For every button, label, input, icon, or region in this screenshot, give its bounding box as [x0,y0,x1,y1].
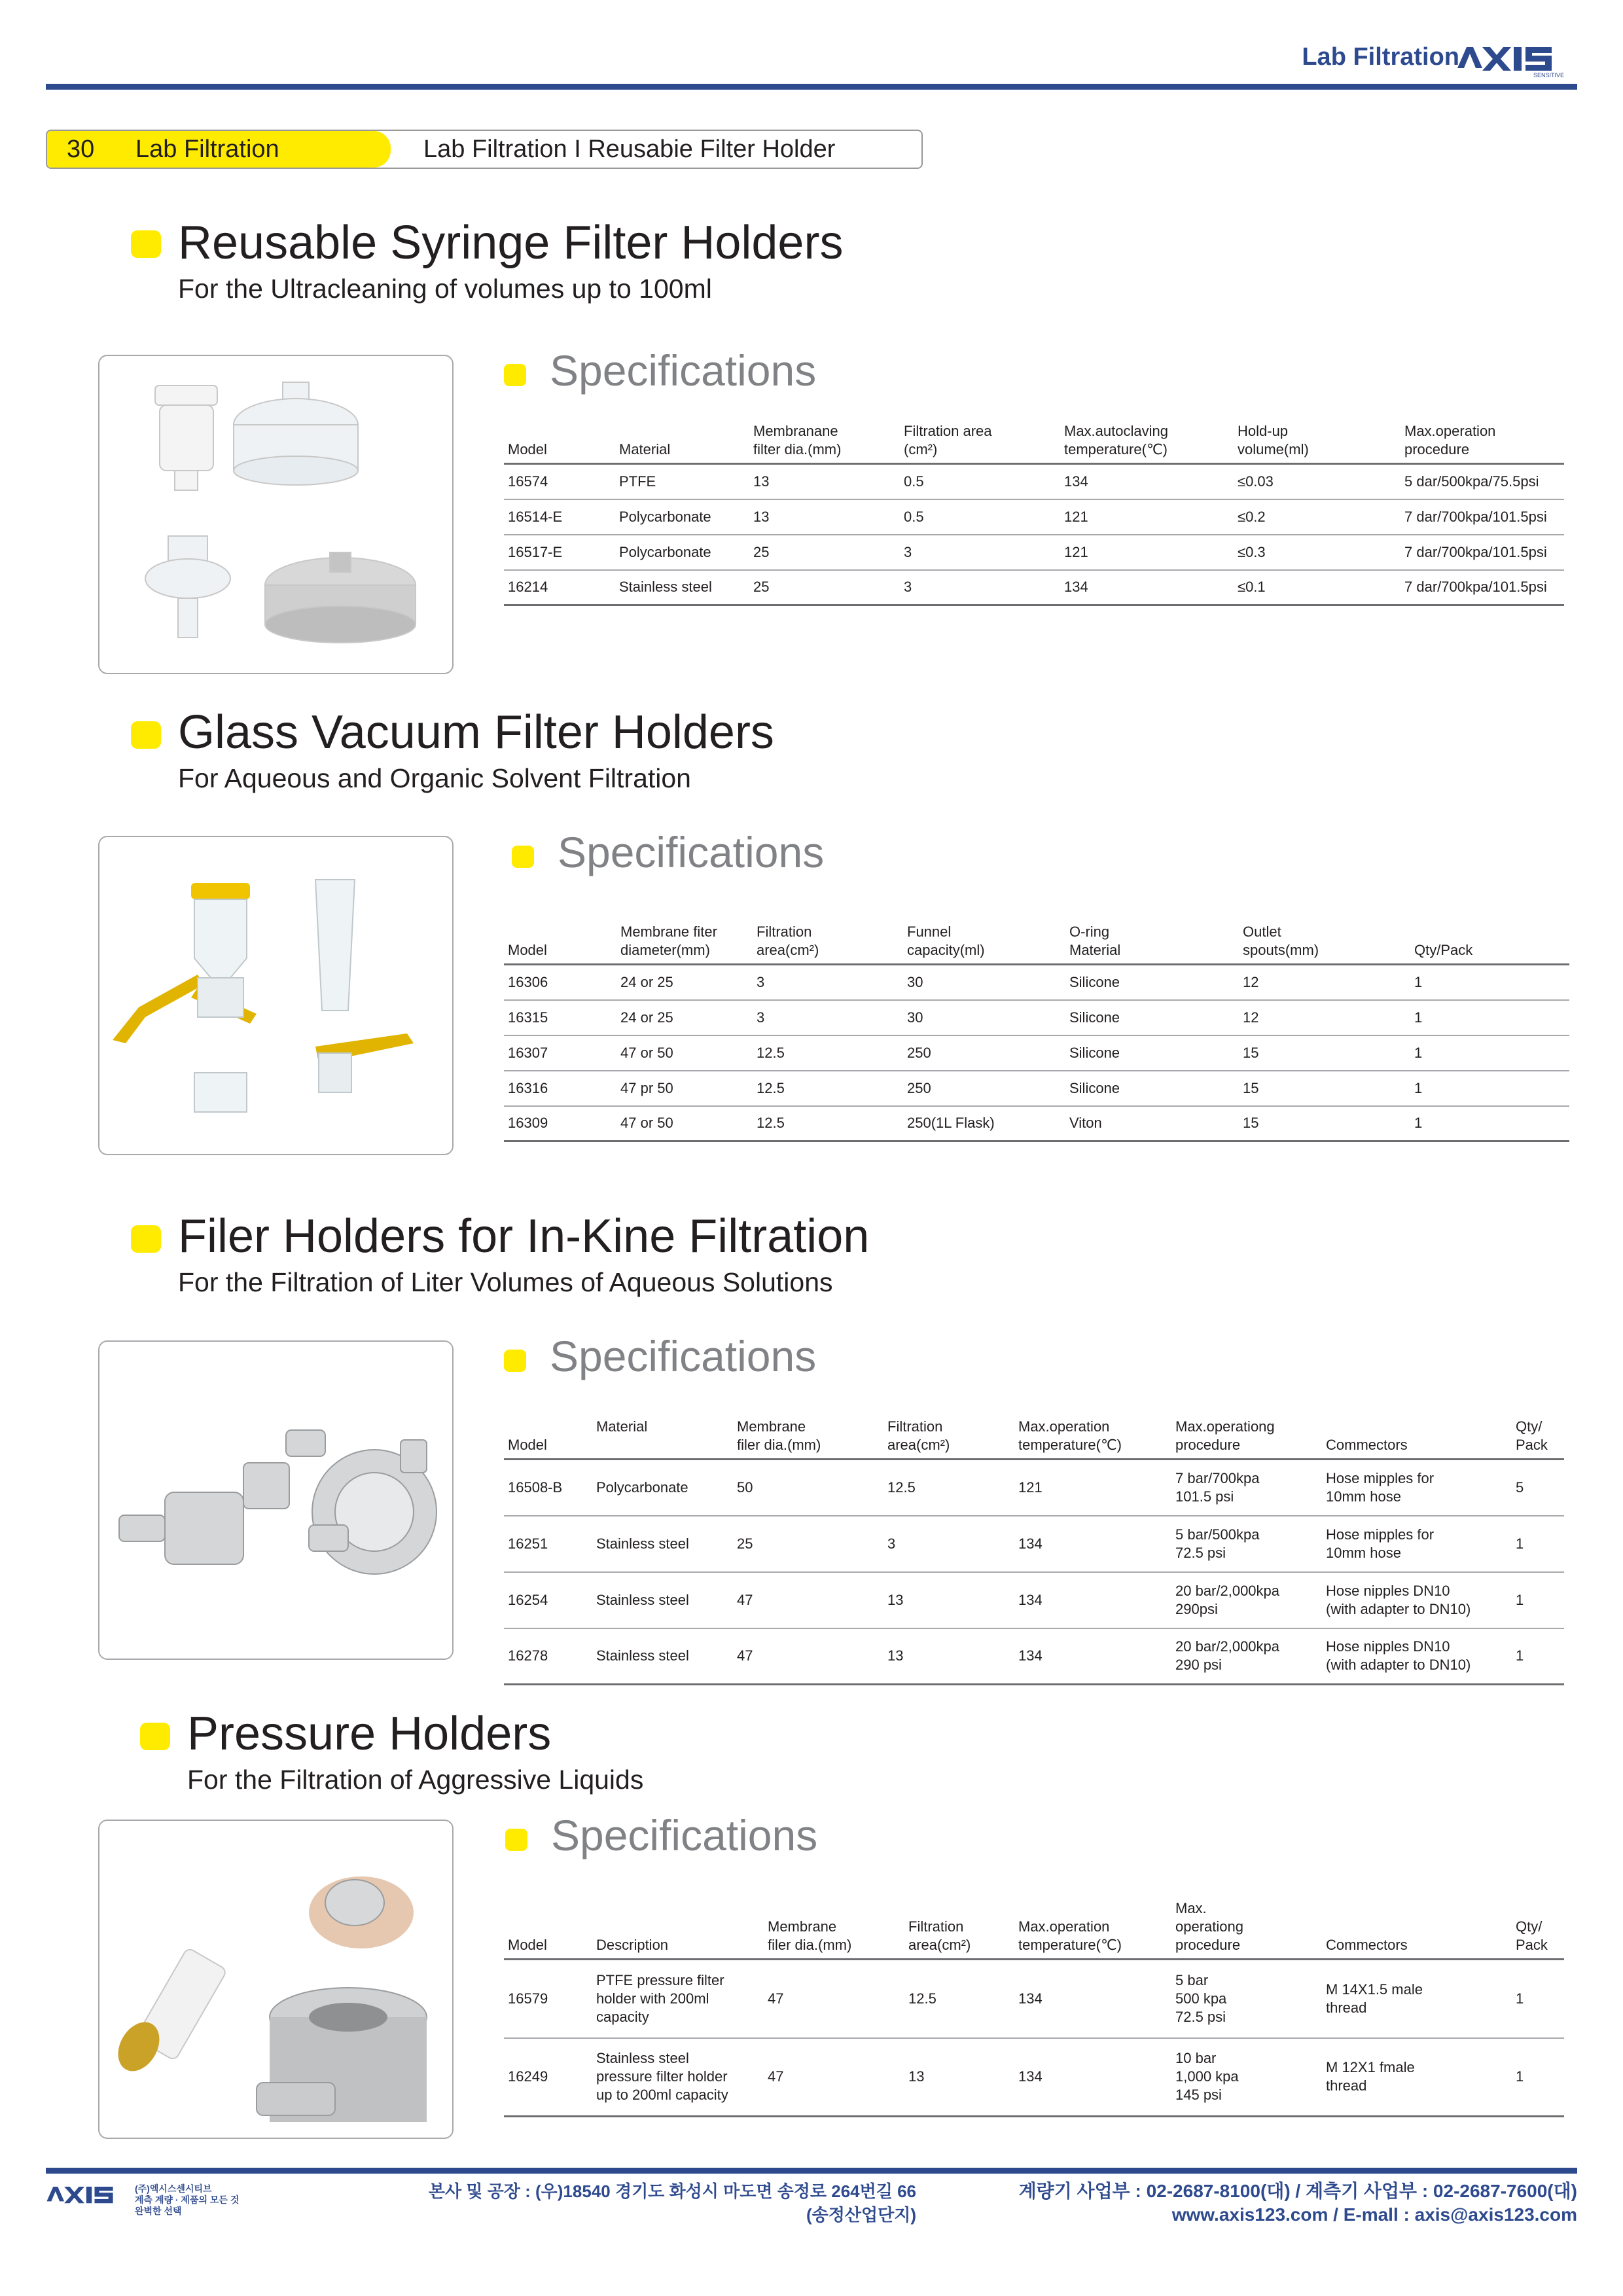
table-cell: 25 [749,570,900,605]
table-cell: 250(1L Flask) [903,1106,1065,1141]
table-cell: 12.5 [753,1106,903,1141]
header-line: Filtration area [904,423,992,439]
table-cell: 121 [1014,1460,1171,1516]
spec-table-glass [504,923,1569,1142]
table-cell: 20 bar/2,000kpa 290 psi [1171,1628,1322,1685]
column-header [1322,1899,1512,1960]
table-cell: 5 dar/500kpa/75.5psi [1400,464,1564,499]
product-image-pressure-holders [98,1820,454,2139]
header-line: Pack [1516,1437,1548,1453]
footer-address [393,2179,916,2227]
column-header [1234,422,1400,464]
table-header-row [504,422,1564,464]
table-cell: 47 pr 50 [616,1071,753,1106]
table-cell: M 14X1.5 male thread [1322,1960,1512,2038]
breadcrumb-path: Lab Filtration I Reusabie Filter Holder [423,135,836,163]
table-cell: 0.5 [900,464,1060,499]
footer-company [135,2183,239,2217]
header-line: Filtration [757,924,812,940]
table-cell: 16306 [504,965,616,1000]
table-cell: 16517-E [504,535,615,570]
table-cell: 16316 [504,1071,616,1106]
header-line: temperature(℃) [1064,441,1168,457]
header-line: procedure [1175,1437,1241,1453]
table-cell: 7 dar/700kpa/101.5psi [1400,499,1564,535]
column-header [764,1899,904,1960]
spec-bullet [504,364,526,386]
table-cell: 12 [1239,965,1410,1000]
table-cell: 16574 [504,464,615,499]
column-header [904,1899,1014,1960]
address-line: 본사 및 공장 : (우)18540 경기도 화성시 마도면 송정로 264번길 66 [428,2181,916,2201]
header-line: Membrane fiter [620,924,717,940]
spec-heading: Specifications [550,1332,817,1380]
section-bullet [131,1225,161,1253]
spec-heading: Specifications [551,1811,818,1859]
table-cell: 12.5 [904,1960,1014,2038]
table-cell: 121 [1060,535,1234,570]
table-cell: Hose nipples DN10 (with adapter to DN10) [1322,1572,1512,1628]
table-cell: 134 [1014,1628,1171,1685]
header-line: filter dia.(mm) [753,441,842,457]
section-title: Pressure Holders [187,1708,552,1760]
company-tagline-2: 완벽한 선택 [135,2206,182,2216]
table-cell: 12 [1239,1000,1410,1035]
table-cell: 47 [733,1572,883,1628]
table-cell: 134 [1014,2038,1171,2117]
header-line: Model [508,1437,547,1453]
header-line [1326,1899,1508,1918]
header-line: Material [1069,942,1121,958]
header-line: Material [596,1418,648,1435]
table-cell: 13 [749,464,900,499]
header-line: Filtration [908,1918,964,1935]
table-header-row [504,923,1569,965]
table-cell: 50 [733,1460,883,1516]
header-line: operationg [1175,1918,1243,1935]
table-cell: 1 [1410,965,1569,1000]
header-line: Max.operation [1404,423,1496,439]
table-cell: Hose mipples for 10mm hose [1322,1516,1512,1572]
table-cell: 121 [1060,499,1234,535]
table-cell: 25 [733,1516,883,1572]
header-line [508,1418,588,1436]
header-line: spouts(mm) [1243,942,1319,958]
table-row [504,1572,1564,1628]
section-bullet [131,721,161,749]
table-row [504,1960,1564,2038]
header-line: procedure [1404,441,1470,457]
table-header-row [504,1899,1564,1960]
product-image-glass-holders [98,836,454,1155]
section-subtitle: For Aqueous and Organic Solvent Filtration [178,763,691,793]
header-line [596,1899,760,1918]
column-header [592,1418,733,1460]
table-cell: 13 [904,2038,1014,2117]
column-header [592,1899,764,1960]
table-cell: 16579 [504,1960,592,2038]
column-header [1512,1899,1564,1960]
table-cell: 47 or 50 [616,1035,753,1071]
column-header [883,1418,1014,1460]
breadcrumb [46,130,923,169]
column-header [1060,422,1234,464]
header-line: procedure [1175,1937,1241,1953]
table-cell: Hose nipples DN10 (with adapter to DN10) [1322,1628,1512,1685]
header-line: temperature(℃) [1018,1937,1122,1953]
table-row [504,570,1564,605]
header-line: Membrane [768,1918,837,1935]
table-cell: 1 [1512,1572,1564,1628]
table-cell: 1 [1410,1106,1569,1141]
table-row [504,965,1569,1000]
header-line [1414,923,1565,941]
spec-bullet [504,1350,526,1372]
table-cell: 16254 [504,1572,592,1628]
table-cell: 7 bar/700kpa 101.5 psi [1171,1460,1322,1516]
header-line: Max.autoclaving [1064,423,1168,439]
table-cell: 3 [753,965,903,1000]
column-header [1065,923,1239,965]
table-cell: 15 [1239,1106,1410,1141]
column-header [900,422,1060,464]
breadcrumb-section [47,131,391,168]
table-cell: 3 [900,570,1060,605]
column-header [1400,422,1564,464]
column-header [504,1899,592,1960]
column-header [1239,923,1410,965]
header-line: Qty/ [1516,1418,1543,1435]
table-cell: 5 bar 500 kpa 72.5 psi [1171,1960,1322,2038]
header-line: Material [619,441,671,457]
table-cell: M 12X1 fmale thread [1322,2038,1512,2117]
header-line: (cm²) [904,441,938,457]
header-line [596,1436,729,1454]
header-line: Filtration [887,1418,943,1435]
header-line: O-ring [1069,924,1110,940]
table-cell: 1 [1512,2038,1564,2117]
table-cell: 47 [764,2038,904,2117]
column-header [1322,1418,1512,1460]
header-line: area(cm²) [908,1937,971,1953]
section-subtitle: For the Filtration of Aggressive Liquids [187,1765,644,1795]
table-cell: 16309 [504,1106,616,1141]
table-cell: Polycarbonate [592,1460,733,1516]
table-row [504,464,1564,499]
column-header [1171,1418,1322,1460]
header-line: temperature(℃) [1018,1437,1122,1453]
axis-logo [1456,42,1577,79]
spec-table-pressure [504,1899,1564,2117]
table-cell: Polycarbonate [615,535,749,570]
column-header [903,923,1065,965]
header-line [908,1899,1010,1918]
table-cell: 3 [900,535,1060,570]
column-header [1410,923,1569,965]
spec-bullet [505,1829,527,1851]
header-line: Commectors [1326,1937,1408,1953]
header-line: Qty/Pack [1414,942,1473,958]
header-line [508,1918,588,1936]
header-line: Model [508,441,547,457]
table-cell: ≤0.1 [1234,570,1400,605]
column-header [1512,1418,1564,1460]
table-cell: 47 or 50 [616,1106,753,1141]
table-cell: 1 [1512,1628,1564,1685]
header-line: Max.operation [1018,1418,1110,1435]
table-cell: 1 [1512,1516,1564,1572]
table-cell: PTFE [615,464,749,499]
table-cell: 15 [1239,1035,1410,1071]
table-cell: 5 [1512,1460,1564,1516]
section-bullet [140,1723,170,1750]
table-cell: 30 [903,1000,1065,1035]
column-header [616,923,753,965]
table-cell: 25 [749,535,900,570]
column-header [1014,1418,1171,1460]
table-cell: 134 [1060,464,1234,499]
table-cell: 1 [1410,1035,1569,1071]
table-cell: Polycarbonate [615,499,749,535]
table-row [504,2038,1564,2117]
table-cell: 15 [1239,1071,1410,1106]
section-title: Glass Vacuum Filter Holders [178,706,774,759]
table-cell: 1 [1512,1960,1564,2038]
header-line: Max.operation [1018,1918,1110,1935]
table-cell: 12.5 [883,1460,1014,1516]
table-cell: Stainless steel [592,1628,733,1685]
header-line: Membranane [753,423,838,439]
header-line: Outlet [1243,924,1281,940]
table-cell: 16307 [504,1035,616,1071]
header-line [508,923,613,941]
product-image-inline-holders [98,1340,454,1660]
logo-sub: SENSITIVE [1533,72,1565,79]
header-line: Max.operationg [1175,1418,1275,1435]
table-cell: Hose mipples for 10mm hose [1322,1460,1512,1516]
footer-logo [46,2177,131,2218]
table-cell: Stainless steel pressure filter holder up to 200ml capacity [592,2038,764,2117]
header-line: area(cm²) [887,1437,950,1453]
table-row [504,1460,1564,1516]
header-line [1326,1418,1508,1436]
table-cell: ≤0.03 [1234,464,1400,499]
column-header [504,923,616,965]
column-header [1171,1899,1322,1960]
column-header [504,422,615,464]
column-header [1014,1899,1171,1960]
table-header-row [504,1418,1564,1460]
table-cell: 47 [764,1960,904,2038]
header-line [768,1899,901,1918]
table-row [504,1628,1564,1685]
header-line [508,1899,588,1918]
table-cell: Stainless steel [615,570,749,605]
table-cell: 12.5 [753,1071,903,1106]
table-cell: 250 [903,1035,1065,1071]
section-subtitle: For the Filtration of Liter Volumes of Aqueous Solutions [178,1267,833,1297]
table-cell: 1 [1410,1071,1569,1106]
column-header [615,422,749,464]
header-line: Model [508,1937,547,1953]
table-cell: 13 [883,1628,1014,1685]
table-cell: 16249 [504,2038,592,2117]
table-cell: 3 [883,1516,1014,1572]
table-cell: 12.5 [753,1035,903,1071]
column-header [733,1418,883,1460]
spec-bullet [512,846,534,868]
contact-web-email: www.axis123.com / E-mall : axis@axis123.com [1171,2204,1577,2225]
table-cell: Silicone [1065,1071,1239,1106]
table-cell: 13 [749,499,900,535]
table-cell: 7 dar/700kpa/101.5psi [1400,570,1564,605]
table-cell: Stainless steel [592,1572,733,1628]
table-row [504,1000,1569,1035]
header-line: filer dia.(mm) [768,1937,852,1953]
address-line: (송정산업단지) [806,2205,916,2225]
section-bullet [131,230,161,258]
header-line: filer dia.(mm) [737,1437,821,1453]
table-cell: 30 [903,965,1065,1000]
company-tagline: 계측 계량 · 제품의 모든 것 [135,2195,240,2205]
header-line: capacity(ml) [907,942,985,958]
table-cell: 16214 [504,570,615,605]
header-title: Lab Filtration [1302,43,1459,71]
header-line: Description [596,1937,669,1953]
table-cell: PTFE pressure filter holder with 200ml capacity [592,1960,764,2038]
header-line [596,1918,760,1936]
table-row [504,535,1564,570]
header-line [1326,1918,1508,1936]
company-name: (주)엑시스센시티브 [135,2183,212,2194]
table-cell: 24 or 25 [616,965,753,1000]
header-line: Commectors [1326,1437,1408,1453]
spec-heading: Specifications [550,346,817,395]
table-cell: 250 [903,1071,1065,1106]
header-line: Membrane [737,1418,806,1435]
page-number: 30 [67,135,95,163]
table-cell: 134 [1014,1572,1171,1628]
footer-contact [988,2179,1577,2227]
table-row [504,1071,1569,1106]
header-line [508,422,611,440]
table-cell: 16508-B [504,1460,592,1516]
table-cell: ≤0.2 [1234,499,1400,535]
table-cell: 20 bar/2,000kpa 290psi [1171,1572,1322,1628]
header-line: Hold-up [1238,423,1289,439]
table-cell: 134 [1060,570,1234,605]
table-cell: 5 bar/500kpa 72.5 psi [1171,1516,1322,1572]
table-cell: Silicone [1065,1035,1239,1071]
table-cell: 16315 [504,1000,616,1035]
table-cell: 24 or 25 [616,1000,753,1035]
header-line: diameter(mm) [620,942,710,958]
section-title: Filer Holders for In-Kine Filtration [178,1210,870,1263]
header-rule [46,84,1577,90]
table-cell: 13 [883,1572,1014,1628]
table-cell: 0.5 [900,499,1060,535]
table-cell: 16251 [504,1516,592,1572]
section-subtitle: For the Ultracleaning of volumes up to 100ml [178,274,712,304]
table-row [504,1035,1569,1071]
table-cell: Stainless steel [592,1516,733,1572]
table-row [504,499,1564,535]
table-cell: 3 [753,1000,903,1035]
table-cell: 7 dar/700kpa/101.5psi [1400,535,1564,570]
table-cell: Viton [1065,1106,1239,1141]
column-header [749,422,900,464]
table-cell: Silicone [1065,965,1239,1000]
table-cell: 47 [733,1628,883,1685]
header-line: Pack [1516,1937,1548,1953]
table-cell: 10 bar 1,000 kpa 145 psi [1171,2038,1322,2117]
header-line [619,422,745,440]
header-line: Funnel [907,924,952,940]
table-row [504,1516,1564,1572]
spec-table-syringe [504,422,1564,606]
table-cell: 16514-E [504,499,615,535]
header-line: Model [508,942,547,958]
spec-table-inline [504,1418,1564,1685]
table-cell: 16278 [504,1628,592,1685]
table-cell: 134 [1014,1516,1171,1572]
header-line: volume(ml) [1238,441,1309,457]
column-header [504,1418,592,1460]
table-cell: Silicone [1065,1000,1239,1035]
header-line [1018,1899,1168,1918]
header-line: Max. [1175,1900,1207,1916]
header-line: area(cm²) [757,942,819,958]
footer-rule [46,2168,1577,2174]
table-row [504,1106,1569,1141]
section-label: Lab Filtration [135,135,279,163]
product-image-syringe-holders [98,355,454,674]
header-line: Qty/ [1516,1918,1543,1935]
table-cell: 134 [1014,1960,1171,2038]
table-cell: 1 [1410,1000,1569,1035]
header-line [1516,1899,1560,1918]
section-title: Reusable Syringe Filter Holders [178,217,844,269]
table-cell: ≤0.3 [1234,535,1400,570]
contact-phones: 계량기 사업부 : 02-2687-8100(대) / 계측기 사업부 : 02-2687-7600(대) [1018,2181,1577,2201]
column-header [753,923,903,965]
spec-heading: Specifications [558,828,825,876]
